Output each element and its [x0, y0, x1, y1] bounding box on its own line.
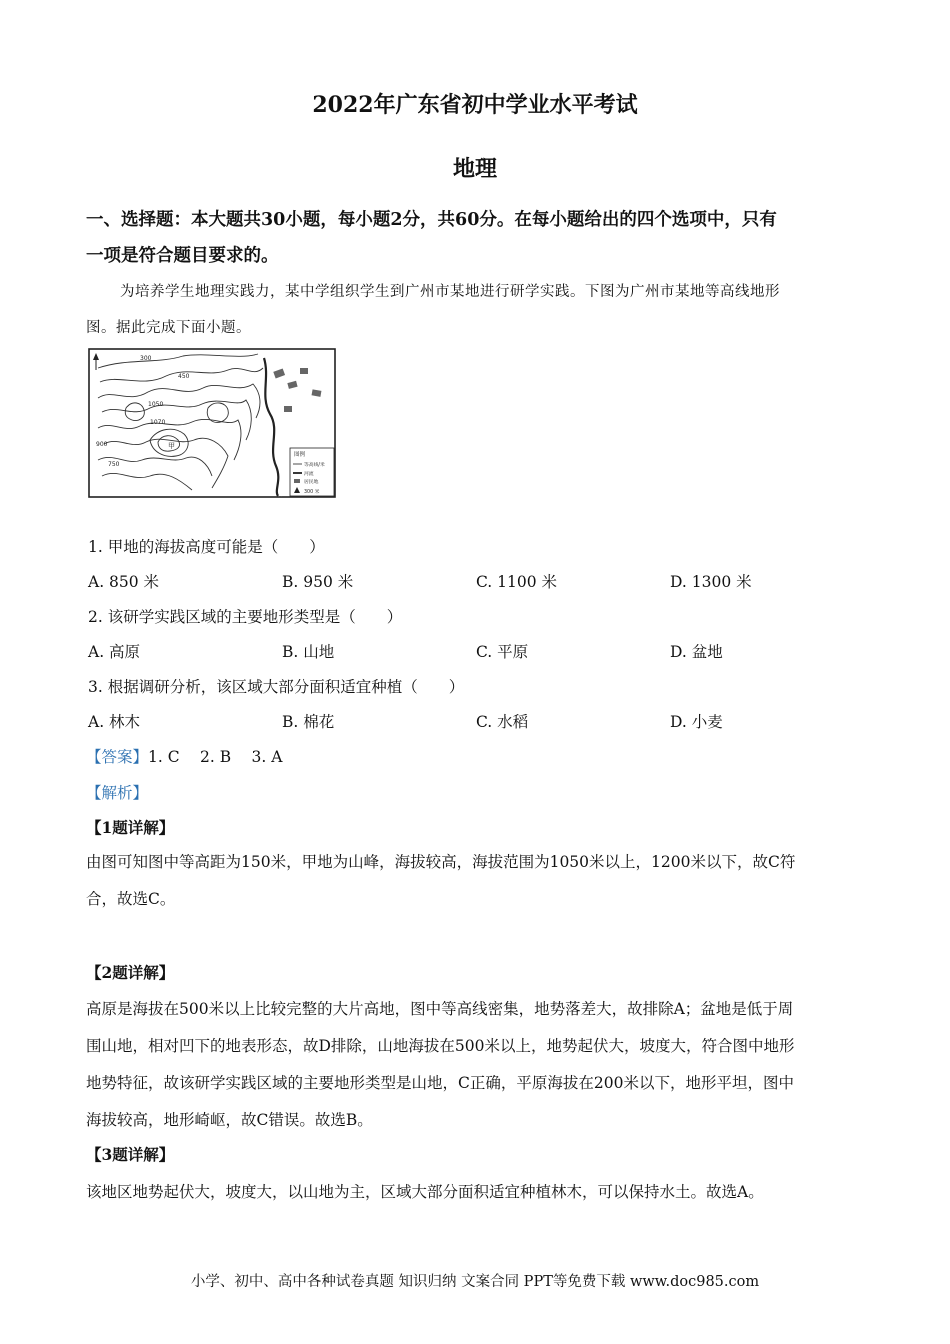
contour-label-1070: 1070 — [150, 419, 166, 426]
detail-1-line1: 由图可知图中等高距为150米，甲地为山峰，海拔较高，海拔范围为1050米以上，1200米以下，故C符 — [86, 853, 796, 871]
legend-settlement: 居民地 — [304, 480, 319, 485]
q3-option-a: A. 林木 — [88, 713, 141, 731]
legend-contour: 等高线/米 — [304, 463, 325, 468]
q3-option-d: D. 小麦 — [670, 713, 723, 731]
contour-label-450: 450 — [178, 373, 190, 380]
q1-option-d: D. 1300 米 — [670, 573, 752, 591]
contour-label-300: 300 — [140, 355, 152, 362]
detail-1-label: 【1题详解】 — [86, 818, 175, 837]
question-2-stem: 2. 该研学实践区域的主要地形类型是（ ） — [88, 608, 403, 626]
subject-title: 地理 — [452, 156, 497, 182]
answer-text: 1. C 2. B 3. A — [148, 748, 283, 766]
detail-3-line1: 该地区地势起伏大，坡度大，以山地为主，区域大部分面积适宜种植林木，可以保持水土。故选A。 — [86, 1183, 764, 1201]
detail-1-line2: 合，故选C。 — [86, 890, 176, 908]
section-header-line1: 一、选择题：本大题共30小题，每小题2分，共60分。在每小题给出的四个选项中，只有 — [86, 210, 777, 230]
intro-line1: 为培养学生地理实践力，某中学组织学生到广州市某地进行研学实践。下图为广州市某地等高线地形 — [120, 284, 780, 300]
contour-label-900: 900 — [96, 441, 108, 448]
point-jia-label: 甲 — [168, 442, 175, 450]
question-1-stem: 1. 甲地的海拔高度可能是（ ） — [88, 538, 325, 556]
detail-2-line1: 高原是海拔在500米以上比较完整的大片高地，图中等高线密集，地势落差大，故排除A；盆地是低于周 — [86, 1000, 794, 1018]
q3-option-b: B. 棉花 — [282, 713, 335, 731]
section-header-line2: 一项是符合题目要求的。 — [86, 246, 279, 266]
q1-option-c: C. 1100 米 — [476, 573, 558, 591]
q2-option-b: B. 山地 — [282, 643, 335, 661]
legend-title: 图例 — [294, 452, 306, 458]
detail-2-line2: 围山地，相对凹下的地表形态，故D排除，山地海拔在500米以上，地势起伏大，坡度大，符合图中地形 — [86, 1037, 795, 1055]
detail-2-line3: 地势特征，故该研学实践区域的主要地形类型是山地，C正确，平原海拔在200米以下，地形平坦，图中 — [86, 1074, 794, 1092]
q1-option-b: B. 950 米 — [282, 573, 354, 591]
detail-2-line4: 海拔较高，地形崎岖，故C错误。故选B。 — [86, 1111, 373, 1129]
answer-label: 【答案】 — [86, 748, 149, 766]
q2-option-c: C. 平原 — [476, 643, 529, 661]
page-title: 2022年广东省初中学业水平考试 — [312, 92, 638, 118]
map-legend — [290, 448, 334, 496]
contour-label-1050: 1050 — [148, 401, 164, 408]
legend-river: 河流 — [304, 472, 314, 477]
contour-map — [88, 348, 336, 498]
detail-2-label: 【2题详解】 — [86, 963, 175, 982]
q1-option-a: A. 850 米 — [88, 573, 160, 591]
legend-peak: 300 米 — [304, 490, 320, 495]
page-footer: 小学、初中、高中各种试卷真题 知识归纳 文案合同 PPT等免费下载 www.doc985.com — [190, 1274, 760, 1290]
q2-option-d: D. 盆地 — [670, 643, 723, 661]
contour-label-750: 750 — [108, 461, 120, 468]
answer-line — [86, 745, 282, 767]
q2-option-a: A. 高原 — [88, 643, 141, 661]
analysis-label: 【解析】 — [86, 784, 149, 802]
detail-3-label: 【3题详解】 — [86, 1145, 175, 1164]
question-3-stem: 3. 根据调研分析，该区域大部分面积适宜种植（ ） — [88, 678, 465, 696]
q3-option-c: C. 水稻 — [476, 713, 529, 731]
intro-line2: 图。据此完成下面小题。 — [86, 320, 251, 336]
